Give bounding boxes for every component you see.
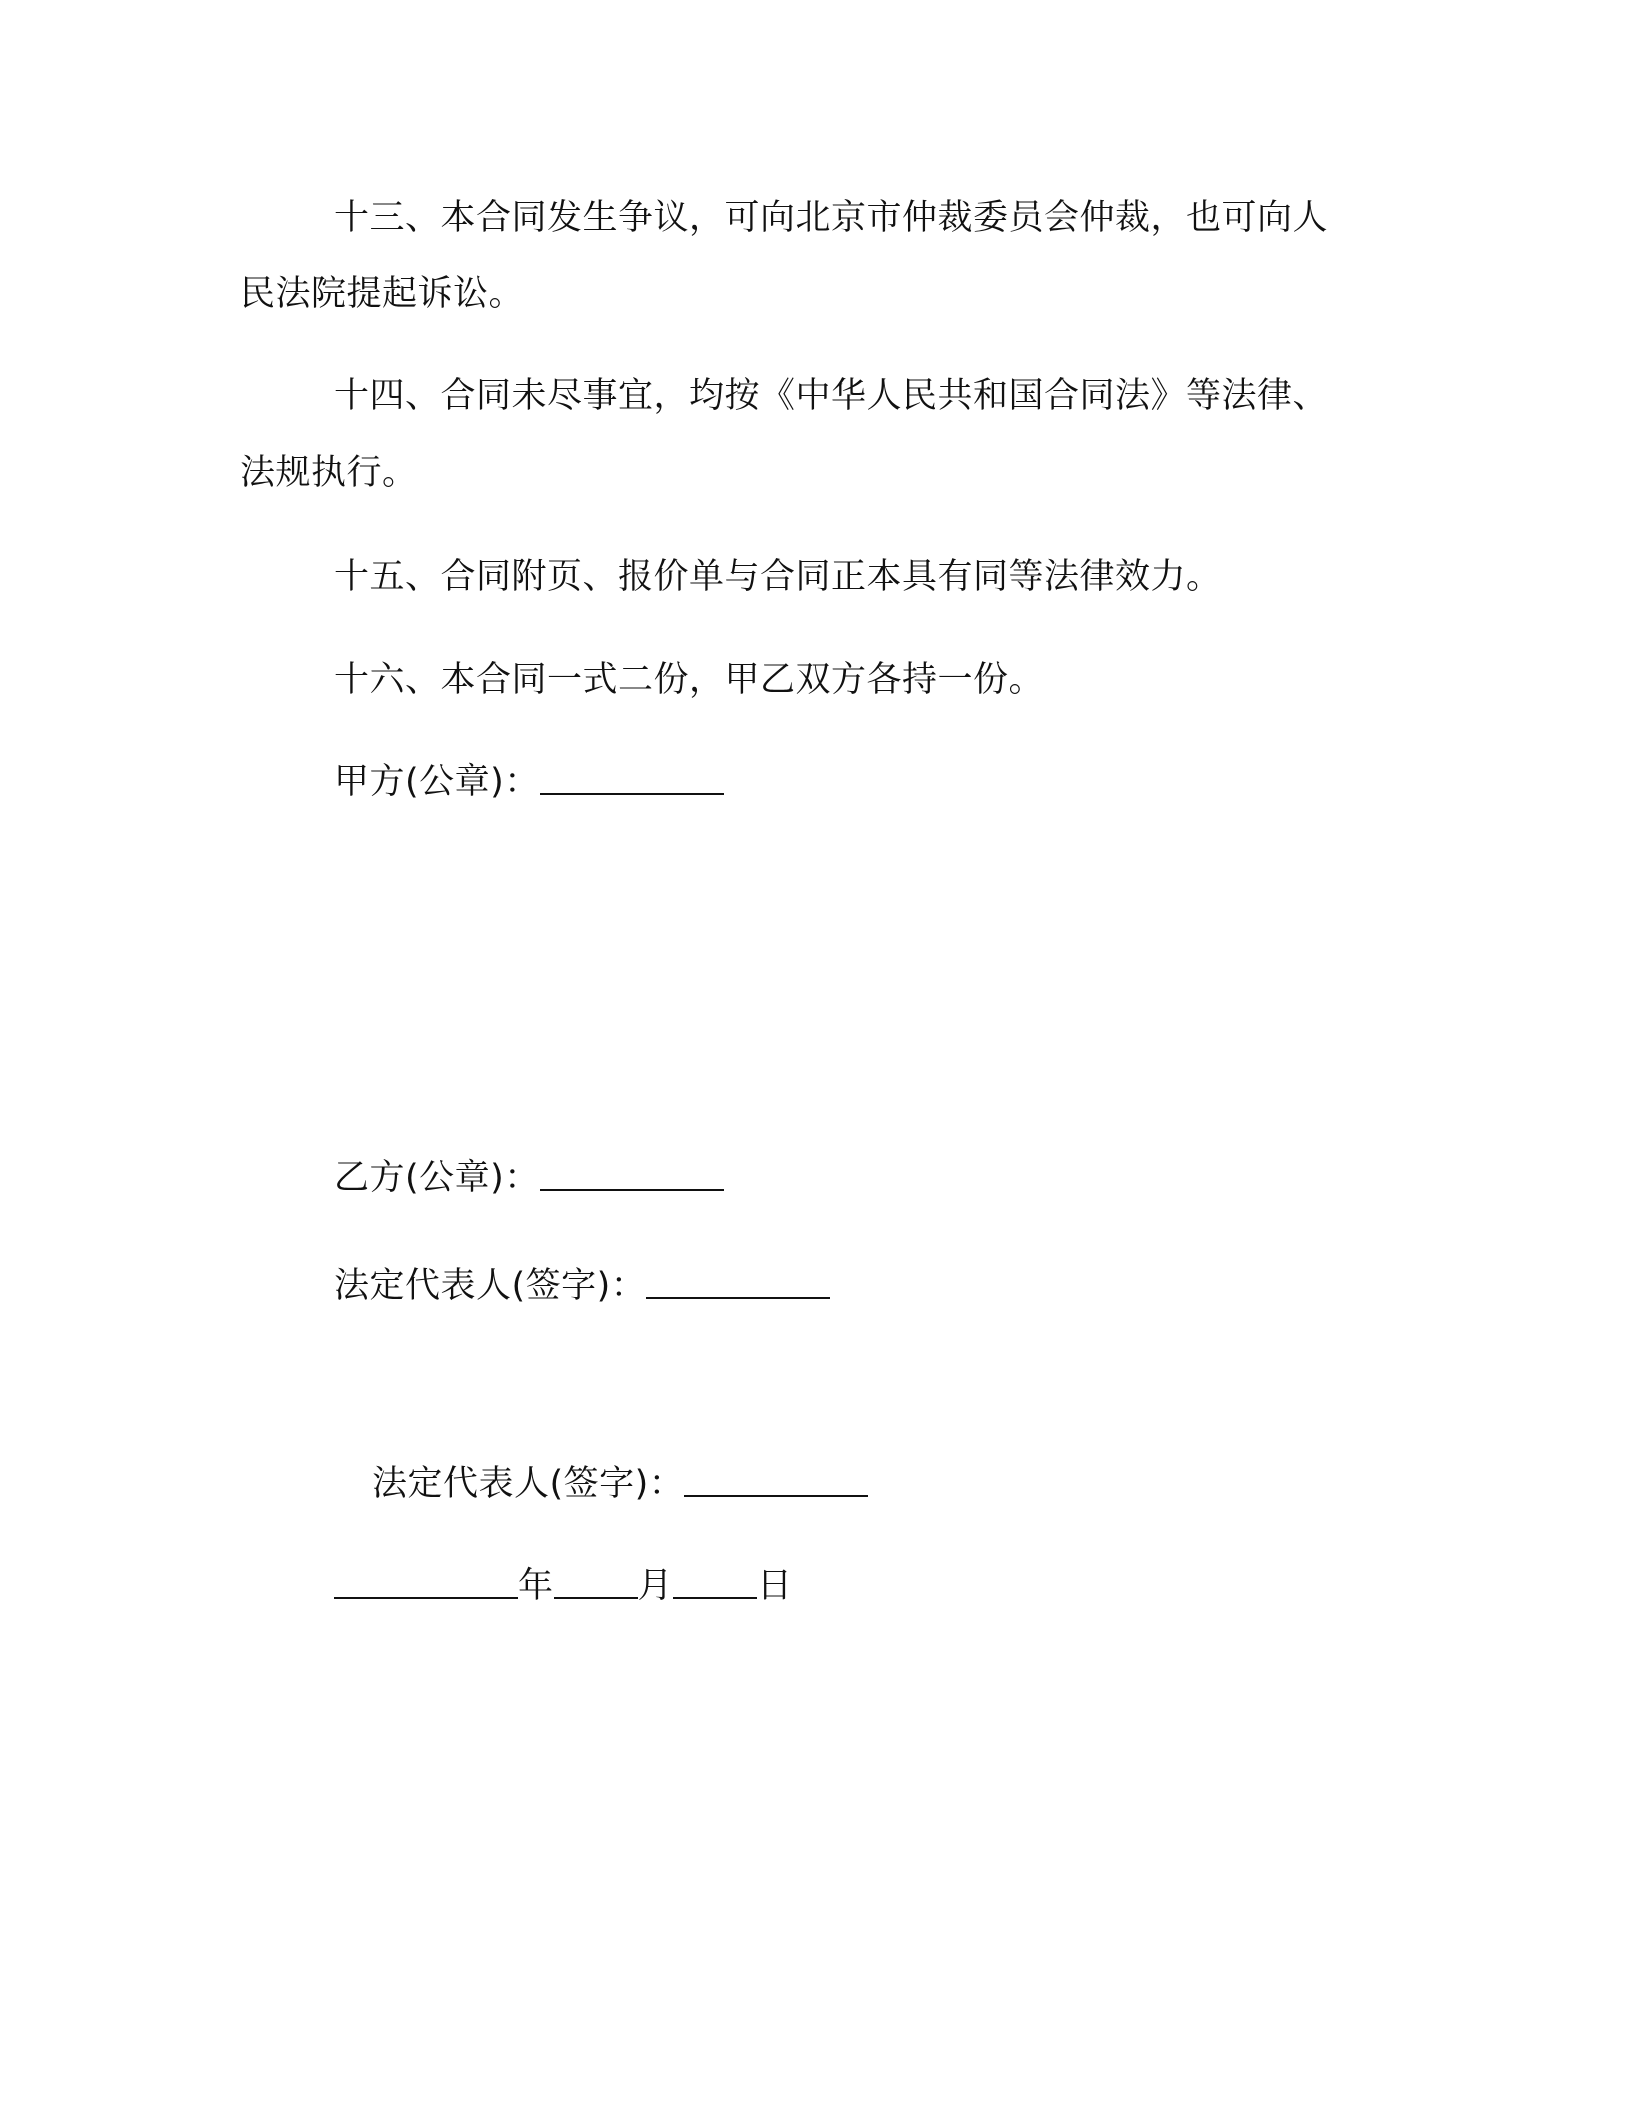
clause-16: 十六、本合同一式二份，甲乙双方各持一份。	[334, 660, 1045, 700]
legal-rep-line-1	[334, 1264, 830, 1308]
year-label: 年	[518, 1566, 554, 1606]
legal-rep-blank-1	[646, 1267, 830, 1299]
legal-rep-label-1: 法定代表人(签字)：	[334, 1266, 647, 1306]
clause-13-line-2: 民法院提起诉讼。	[240, 274, 525, 314]
month-label: 月	[637, 1566, 674, 1606]
party-a-seal-line	[334, 760, 724, 804]
party-a-blank	[540, 763, 724, 795]
year-blank	[334, 1567, 518, 1599]
clause-14-line-2: 法规执行。	[240, 453, 418, 493]
clause-14-line-1: 十四、合同未尽事宜，均按《中华人民共和国合同法》等法律、	[334, 376, 1329, 416]
date-line	[334, 1564, 793, 1608]
month-blank	[554, 1567, 638, 1599]
day-blank	[673, 1567, 757, 1599]
party-b-seal-line	[334, 1156, 724, 1200]
day-label: 日	[757, 1566, 793, 1606]
clause-13-line-1: 十三、本合同发生争议，可向北京市仲裁委员会仲裁，也可向人	[334, 198, 1329, 238]
legal-rep-line-2	[372, 1462, 868, 1506]
legal-rep-label-2: 法定代表人(签字)：	[372, 1464, 685, 1504]
legal-rep-blank-2	[684, 1465, 868, 1497]
party-b-blank	[540, 1159, 724, 1191]
party-b-label: 乙方(公章)：	[334, 1158, 540, 1198]
party-a-label: 甲方(公章)：	[334, 762, 540, 802]
clause-15: 十五、合同附页、报价单与合同正本具有同等法律效力。	[334, 557, 1222, 597]
